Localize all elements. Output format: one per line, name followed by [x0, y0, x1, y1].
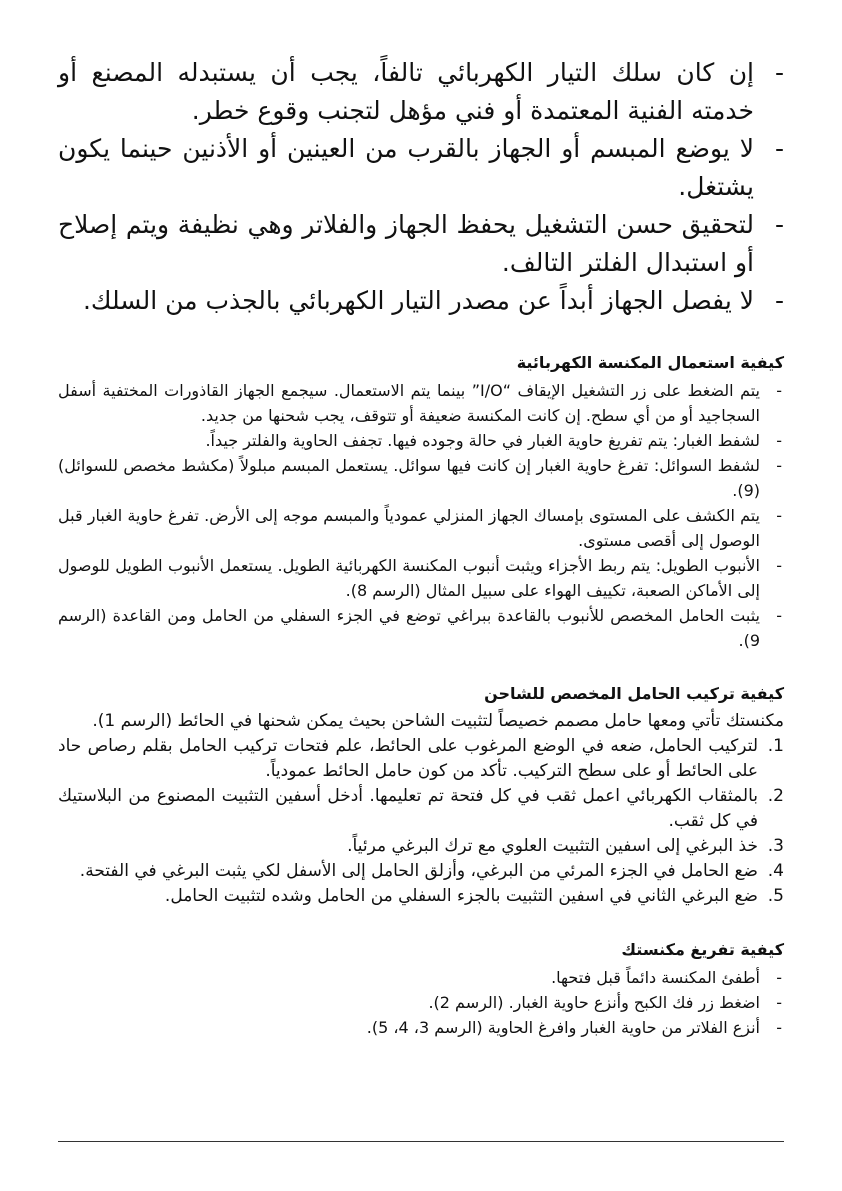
mounting-steps	[58, 734, 784, 909]
emptying-item-text: أطفئ المكنسة دائماً قبل فتحها.	[551, 968, 760, 987]
warning-item	[58, 206, 784, 282]
usage-item	[58, 453, 784, 503]
emptying-section-title: كيفية تفريغ مكنستك	[621, 940, 784, 959]
emptying-item	[58, 1015, 784, 1040]
bullet-dash: -	[776, 993, 782, 1012]
bullet-dash: -	[776, 456, 782, 475]
step-number: 5.	[767, 886, 784, 906]
footer-divider	[58, 1141, 784, 1142]
mounting-intro: مكنستك تأتي ومعها حامل مصمم خصيصاً لتثبيت الشاحن بحيث يمكن شحنها في الحائط (الرسم 1).	[92, 711, 784, 731]
bullet-dash: -	[776, 1018, 782, 1037]
usage-item	[58, 603, 784, 653]
warning-item	[58, 54, 784, 130]
usage-item	[58, 428, 784, 453]
bullet-dash: -	[776, 556, 782, 575]
safety-warnings-list	[58, 54, 784, 320]
usage-item-text: يثبت الحامل المخصص للأنبوب بالقاعدة ببراغي توضع في الجزء السفلي من الحامل ومن القاعدة (الرسم 9).	[58, 606, 760, 650]
mounting-step	[58, 884, 784, 909]
usage-item-text: الأنبوب الطويل: يتم ربط الأجزاء ويثبت أنبوب المكنسة الكهربائية الطويل. يستعمل الأنبوب الطويل للوصول إلى الأماكن الصعبة، تكييف الهواء على سبيل المثال (الرسم 8).	[58, 556, 760, 600]
usage-section	[58, 350, 784, 653]
usage-item-text: لشفط الغبار: يتم تفريغ حاوية الغبار في حالة وجوده فيها. تجفف الحاوية والفلتر جيداً.	[205, 431, 760, 450]
step-number: 1.	[767, 736, 784, 756]
bullet-dash: -	[776, 431, 782, 450]
mounting-section	[58, 681, 784, 909]
step-text: ضع البرغي الثاني في اسفين التثبيت بالجزء السفلي من الحامل وشده لتثبيت الحامل.	[164, 886, 758, 906]
usage-section-title: كيفية استعمال المكنسة الكهربائية	[516, 353, 784, 372]
usage-item-text: لشفط السوائل: تفرغ حاوية الغبار إن كانت فيها سوائل. يستعمل المبسم مبلولاً (مكشط مخصص للسوائل) (9).	[58, 456, 760, 500]
mounting-step	[58, 784, 784, 834]
warning-item	[58, 130, 784, 206]
step-text: خذ البرغي إلى اسفين التثبيت العلوي مع ترك البرغي مرئياً.	[347, 836, 758, 856]
mounting-step	[58, 859, 784, 884]
usage-list	[58, 378, 784, 653]
warning-text: إن كان سلك التيار الكهربائي تالفاً، يجب أن يستبدله المصنع أو خدمته الفنية المعتمدة أو فني مؤهل لتجنب وقوع خطر.	[58, 58, 754, 125]
manual-page	[58, 54, 784, 1040]
emptying-item-text: اضغط زر فك الكبح وأنزع حاوية الغبار. (الرسم 2).	[428, 993, 760, 1012]
mounting-section-title: كيفية تركيب الحامل المخصص للشاحن	[484, 684, 784, 703]
step-number: 3.	[767, 836, 784, 856]
warning-text: لا يفصل الجهاز أبداً عن مصدر التيار الكهربائي بالجذب من السلك.	[82, 286, 754, 315]
bullet-dash: -	[774, 134, 784, 163]
bullet-dash: -	[774, 210, 784, 239]
step-text: ضع الحامل في الجزء المرئي من البرغي، وأزلق الحامل إلى الأسفل لكي يثبت البرغي في الفتحة.	[79, 861, 758, 881]
bullet-dash: -	[774, 286, 784, 315]
warning-item	[58, 282, 784, 320]
bullet-dash: -	[776, 506, 782, 525]
usage-item-text: يتم الكشف على المستوى بإمساك الجهاز المنزلي عمودياً والمبسم موجه إلى الأرض. تفرغ حاوية الغبار قبل الوصول إلى أقصى مستوى.	[58, 506, 760, 550]
step-text: لتركيب الحامل، ضعه في الوضع المرغوب على الحائط، علم فتحات تركيب الحامل بقلم رصاص حاد على الحائط أو على سطح التركيب. تأكد من كون حامل الحائط عمودياً.	[58, 736, 758, 781]
emptying-section	[58, 937, 784, 1040]
bullet-dash: -	[776, 968, 782, 987]
usage-item-text: يتم الضغط على زر التشغيل الإيقاف “I/O” بينما يتم الاستعمال. سيجمع الجهاز القاذورات المختفية أسفل السجاجيد أو من أي سطح. إن كانت المكنسة ضعيفة أو تتوقف، يجب شحنها من جديد.	[58, 381, 760, 425]
emptying-item-text: أنزع الفلاتر من حاوية الغبار وافرغ الحاوية (الرسم 3، 4، 5).	[366, 1018, 760, 1037]
step-number: 4.	[767, 861, 784, 881]
warning-text: لا يوضع المبسم أو الجهاز بالقرب من العينين أو الأذنين حينما يكون يشتغل.	[58, 134, 754, 201]
usage-item	[58, 503, 784, 553]
warning-text: لتحقيق حسن التشغيل يحفظ الجهاز والفلاتر وهي نظيفة ويتم إصلاح أو استبدال الفلتر التالف.	[58, 210, 754, 277]
bullet-dash: -	[776, 606, 782, 625]
usage-item	[58, 378, 784, 428]
step-number: 2.	[767, 786, 784, 806]
bullet-dash: -	[776, 381, 782, 400]
emptying-item	[58, 990, 784, 1015]
emptying-item	[58, 965, 784, 990]
emptying-list	[58, 965, 784, 1040]
bullet-dash: -	[774, 58, 784, 87]
step-text: بالمثقاب الكهربائي اعمل ثقب في كل فتحة تم تعليمها. أدخل أسفين التثبيت المصنوع من البلاستيك في كل ثقب.	[58, 786, 758, 831]
mounting-step	[58, 734, 784, 784]
mounting-step	[58, 834, 784, 859]
usage-item	[58, 553, 784, 603]
